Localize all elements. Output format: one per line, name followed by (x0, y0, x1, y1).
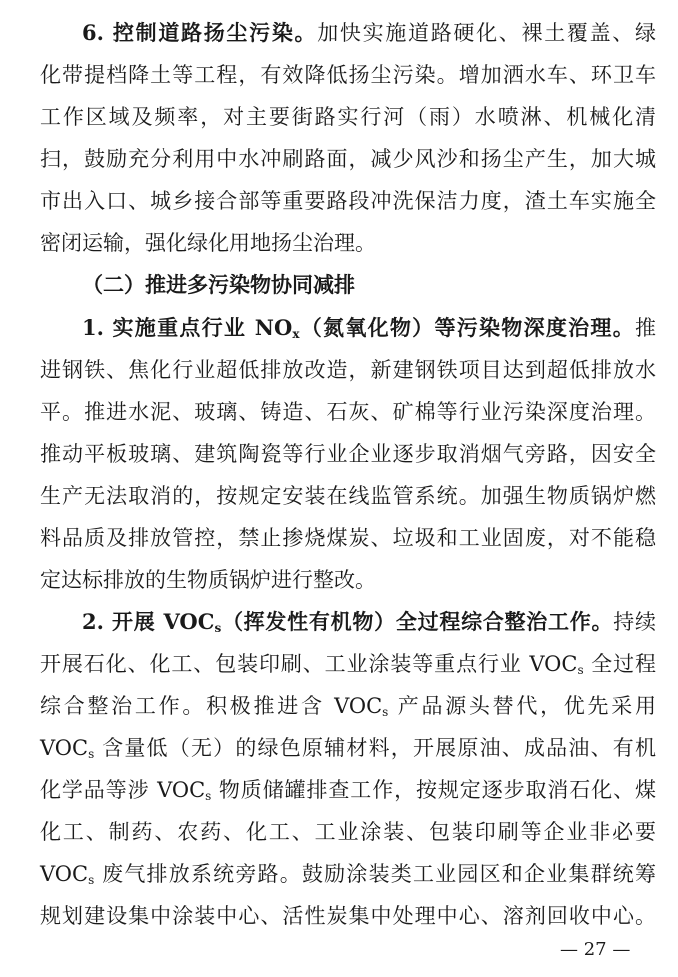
text-line (40, 60, 656, 90)
text-line (40, 397, 656, 427)
text-run: VOC (40, 736, 89, 760)
text-line (40, 565, 656, 595)
text-line (82, 313, 656, 343)
text-run: 化学品等涉 VOC (40, 778, 206, 802)
text-run: 推动平板玻璃、建筑陶瓷等行业企业逐步取消烟气旁路，因安全 (40, 442, 656, 466)
subscript: s (382, 705, 389, 719)
subscript: s (214, 621, 222, 635)
subscript: s (88, 873, 95, 887)
text-run: 推 (635, 316, 656, 340)
text-line (40, 355, 656, 385)
text-run: 料品质及排放管控，禁止掺烧煤炭、垃圾和工业固废，对不能稳 (40, 526, 656, 550)
text-run: 综合整治工作。积极推进含 VOC (40, 694, 383, 718)
bold-text: 2. 开展 VOC (82, 609, 215, 634)
text-run: 市出入口、城乡接合部等重要路段冲洗保洁力度，渣土车实施全 (40, 189, 656, 213)
text-line (40, 817, 656, 847)
text-line (82, 18, 656, 48)
subscript: s (88, 747, 95, 761)
text-line (40, 901, 656, 931)
text-line (40, 439, 656, 469)
text-line (82, 607, 656, 637)
text-line (40, 691, 656, 721)
bold-text: 1. 实施重点行业 NO (82, 315, 293, 340)
text-line (40, 859, 656, 889)
text-run: VOC (40, 862, 89, 886)
text-run: 工作区域及频率，对主要街路实行河（雨）水喷淋、机械化清 (40, 105, 656, 129)
text-line (40, 186, 656, 216)
text-line (40, 481, 656, 511)
subscript: s (205, 789, 212, 803)
subscript: x (292, 327, 300, 341)
text-run: 废气排放系统旁路。鼓励涂装类工业园区和企业集群统筹 (94, 862, 656, 886)
text-run: 平。推进水泥、玻璃、铸造、石灰、矿棉等行业污染深度治理。 (40, 400, 656, 424)
bold-text: （二）推进多污染物协同减排 (82, 272, 355, 297)
text-run: 加快实施道路硬化、裸土覆盖、绿 (317, 21, 656, 45)
page-number: — 27 — (560, 939, 631, 960)
text-line (82, 270, 656, 300)
text-run: 持续 (613, 610, 657, 634)
text-run: 生产无法取消的，按规定安装在线监管系统。加强生物质锅炉燃 (40, 484, 656, 508)
text-run: 化工、制药、农药、化工、工业涂装、包装印刷等企业非必要 (40, 820, 656, 844)
text-line (40, 733, 656, 763)
text-run: 物质储罐排查工作，按规定逐步取消石化、煤 (211, 778, 656, 802)
text-run: 进钢铁、焦化行业超低排放改造，新建钢铁项目达到超低排放水 (40, 358, 656, 382)
text-line (40, 649, 656, 679)
bold-text: （挥发性有机物）全过程综合整治工作。 (221, 609, 614, 634)
text-run: 全过程 (583, 652, 656, 676)
text-run: 规划建设集中涂装中心、活性炭集中处理中心、溶剂回收中心。 (40, 904, 656, 928)
text-line (40, 102, 656, 132)
text-run: 产品源头替代，优先采用 (388, 694, 656, 718)
text-run: 密闭运输，强化绿化用地扬尘治理。 (40, 231, 376, 255)
text-run: 定达标排放的生物质锅炉进行整改。 (40, 568, 376, 592)
text-run: 开展石化、化工、包装印刷、工业涂装等重点行业 VOC (40, 652, 578, 676)
text-run: 扫，鼓励充分利用中水冲刷路面，减少风沙和扬尘产生，加大城 (40, 147, 656, 171)
bold-text: （氮氧化物）等污染物深度治理。 (299, 315, 635, 340)
text-line (40, 228, 656, 258)
subscript: s (577, 663, 584, 677)
text-line (40, 775, 656, 805)
text-line (40, 523, 656, 553)
text-run: 含量低（无）的绿色原辅材料，开展原油、成品油、有机 (94, 736, 656, 760)
text-line (40, 144, 656, 174)
text-run: 化带提档降土等工程，有效降低扬尘污染。增加洒水车、环卫车 (40, 63, 656, 87)
bold-text: 6. 控制道路扬尘污染。 (82, 20, 318, 45)
